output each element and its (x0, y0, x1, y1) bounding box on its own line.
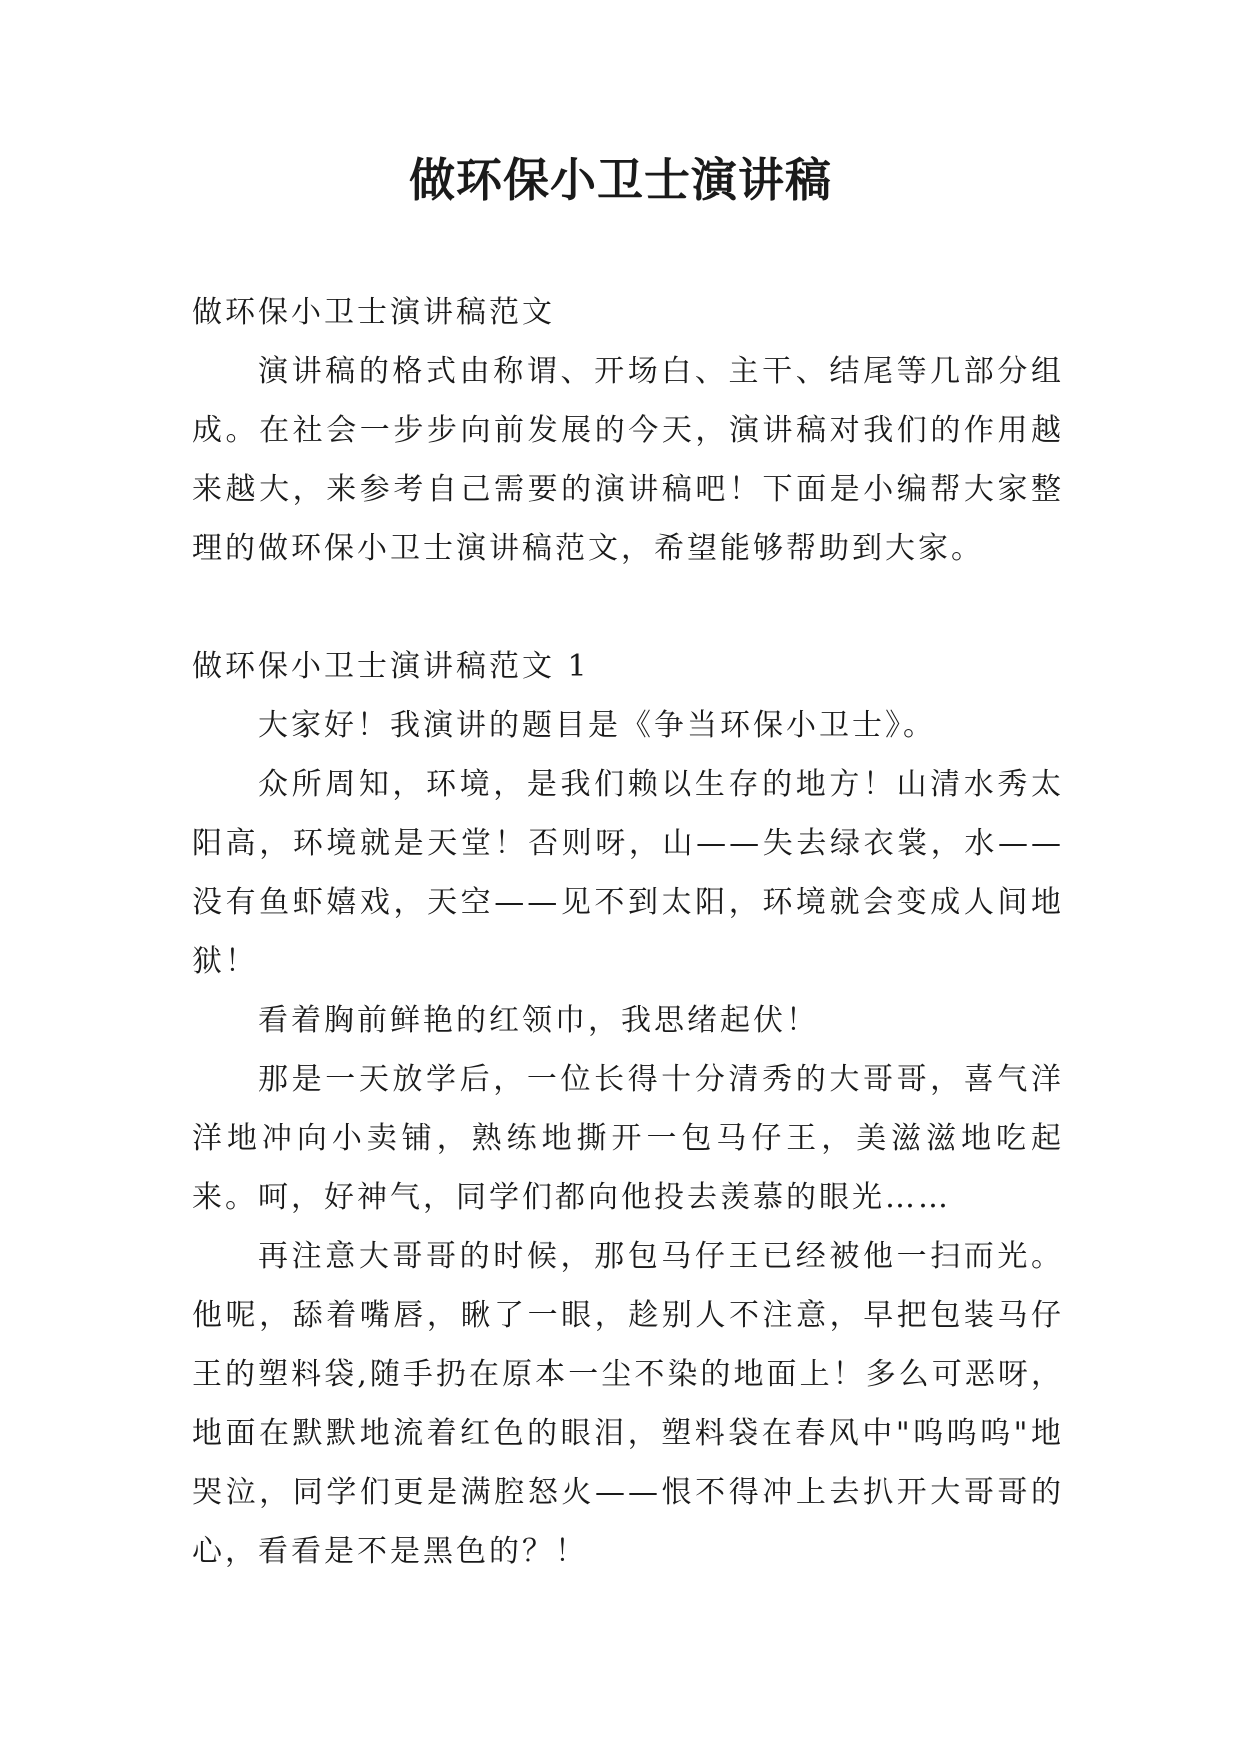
body-paragraph-story: 那是一天放学后，一位长得十分清秀的大哥哥，喜气洋洋地冲向小卖铺，熟练地撕开一包马仔王，美滋滋地吃起来。呵，好神气，同学们都向他投去羡慕的眼光…… (192, 1062, 1064, 1215)
body-paragraph-red-scarf: 看着胸前鲜艳的红领巾，我思绪起伏！ (258, 1003, 819, 1038)
document-title: 做环保小卫士演讲稿 (409, 153, 832, 207)
document-body (192, 283, 1064, 1581)
intro-heading: 做环保小卫士演讲稿范文 (192, 295, 555, 330)
body-paragraph-litter: 再注意大哥哥的时候，那包马仔王已经被他一扫而光。他呢，舔着嘴唇，瞅了一眼，趁别人不注意，早把包装马仔王的塑料袋,随手扔在原本一尘不染的地面上！多么可恶呀，地面在默默地流着红色的眼泪，塑料袋在春风中"呜呜呜"地哭泣，同学们更是满腔怒火——恨不得冲上去扒开大哥哥的心，看看是不是黑色的？！ (192, 1239, 1064, 1569)
section-spacer (192, 578, 1064, 637)
body-paragraph-environment: 众所周知，环境，是我们赖以生存的地方！山清水秀太阳高，环境就是天堂！否则呀，山——失去绿衣裳，水——没有鱼虾嬉戏，天空——见不到太阳，环境就会变成人间地狱！ (192, 767, 1064, 979)
section-heading: 做环保小卫士演讲稿范文 1 (192, 649, 590, 684)
body-paragraph-greeting: 大家好！我演讲的题目是《争当环保小卫士》。 (258, 708, 936, 743)
intro-paragraph: 演讲稿的格式由称谓、开场白、主干、结尾等几部分组成。在社会一步步向前发展的今天，演讲稿对我们的作用越来越大，来参考自己需要的演讲稿吧！下面是小编帮大家整理的做环保小卫士演讲稿范文，希望能够帮助到大家。 (192, 354, 1064, 566)
